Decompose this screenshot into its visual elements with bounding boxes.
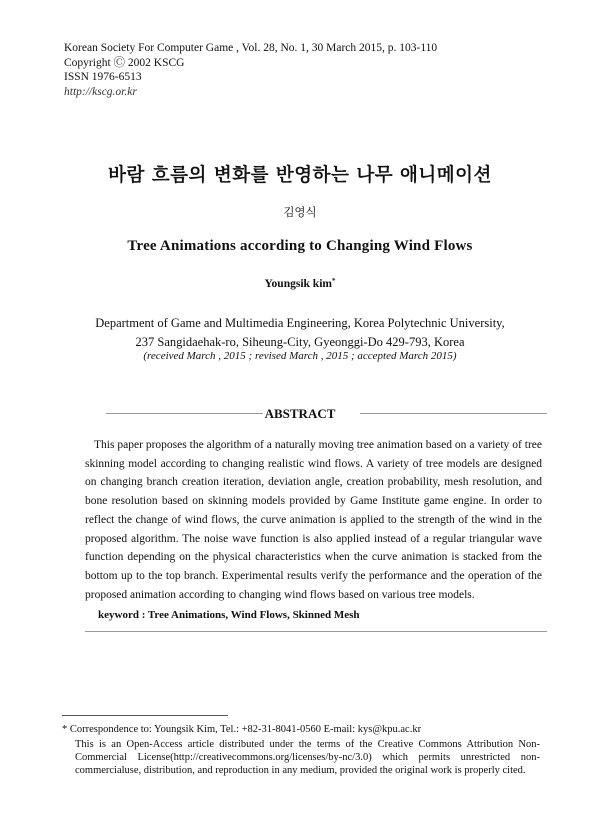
korean-title: 바람 흐름의 변화를 반영하는 나무 애니메이션 (108, 165, 492, 186)
journal-url[interactable]: http://kscg.or.kr (64, 85, 137, 98)
affiliation (0, 314, 600, 352)
abstract-text: This paper proposes the algorithm of a naturally moving tree animation based on a variety of tree skinning model according to changing realistic wind flows. A variety of tree models are designed on changing branch creation iteration, deviation angle, creation probability, mesh resolution, and bone resolution based on skinning models provided by Game Institute game engine. In order to reflect the change of wind flows, the curve animation is applied to the strength of the wind in the proposed algorithm. The noise wave function is also applied instead of a regular triangular wave function depending on the physical characteristics when the curve animation is stacked from the bottom up to the top branch. Experimental results verify the performance and the operation of the proposed animation according to changing wind flows based on various tree models. (85, 439, 542, 601)
affiliation-line-2: 237 Sangidaehak-ro, Siheung-City, Gyeonggi-Do 429-793, Korea (135, 335, 465, 349)
license-footnote: This is an Open-Access article distributed under the terms of the Creative Commons Attribution Non-Commercial License(http://creativecommons.org/licenses/by-nc/3.0) which permits unrestricted non-commercialuse, distribution, and reproduction in any medium, provided the original work is properly cited. (75, 739, 540, 776)
correspondence-mark: * (331, 277, 336, 285)
author-name: Youngsik kim (264, 278, 332, 290)
korean-author: 김영식 (283, 205, 317, 219)
journal-citation: Korean Society For Computer Game , Vol. 28, No. 1, 30 March 2015, p. 103-110 (64, 42, 438, 54)
keywords-rule (85, 631, 547, 632)
english-title: Tree Animations according to Changing Wind Flows (127, 238, 473, 254)
abstract-rule-right (360, 413, 547, 414)
english-author (0, 278, 600, 290)
abstract-heading: ABSTRACT (264, 406, 336, 421)
journal-header (64, 41, 437, 99)
copyright-line: Copyright Ⓒ 2002 KSCG (64, 56, 185, 69)
received-dates: (received March , 2015 ; revised March , 2015 ; accepted March 2015) (143, 350, 457, 362)
footnote-rule (62, 715, 228, 716)
correspondence-footnote: * Correspondence to: Youngsik Kim, Tel.: +82-31-8041-0560 E-mail: kys@kpu.ac.kr (62, 724, 422, 735)
keywords: keyword : Tree Animations, Wind Flows, Skinned Mesh (98, 609, 360, 621)
affiliation-line-1: Department of Game and Multimedia Engineering, Korea Polytechnic University, (95, 316, 505, 330)
issn-line: ISSN 1976-6513 (64, 71, 142, 83)
